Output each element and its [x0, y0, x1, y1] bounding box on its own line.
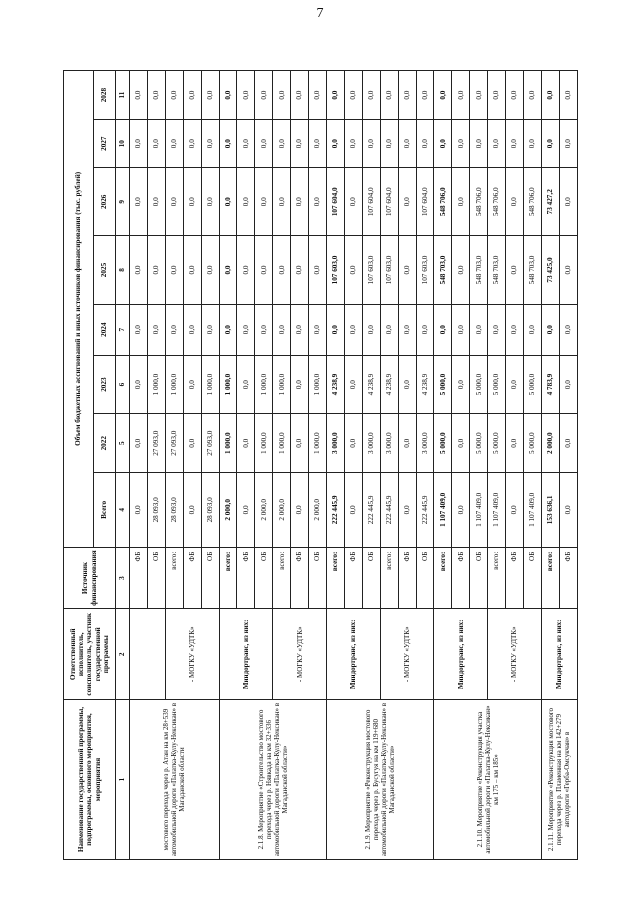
amount-cell: 3 000,0	[326, 414, 344, 473]
amount-cell: 1 000,0	[201, 355, 219, 414]
column-index: 1	[116, 700, 130, 860]
source-cell: ФБ	[344, 547, 362, 609]
amount-cell: 0,0	[434, 304, 452, 355]
amount-cell: 0,0	[488, 120, 506, 168]
amount-cell: 548 706,0	[523, 168, 541, 236]
amount-cell: 0,0	[506, 414, 524, 473]
source-cell: ФБ	[452, 547, 470, 609]
responsible-cell: - МОГКУ «УДТК»	[380, 609, 434, 700]
amount-cell: 0,0	[344, 120, 362, 168]
amount-cell: 5 000,0	[434, 355, 452, 414]
amount-cell: 0,0	[165, 71, 183, 120]
source-cell: ФБ	[130, 547, 148, 609]
amount-cell: 222 445,9	[416, 473, 434, 548]
amount-cell: 107 604,0	[362, 168, 380, 236]
amount-cell: 0,0	[255, 236, 273, 304]
amount-cell: 0,0	[291, 236, 309, 304]
amount-cell: 0,0	[183, 168, 201, 236]
amount-cell: 0,0	[344, 304, 362, 355]
amount-cell: 0,0	[130, 120, 148, 168]
amount-cell: 107 603,0	[380, 236, 398, 304]
amount-cell: 0,0	[309, 236, 327, 304]
amount-cell: 0,0	[130, 71, 148, 120]
amount-cell: 0,0	[291, 120, 309, 168]
amount-cell: 0,0	[380, 120, 398, 168]
header-year: Всего	[94, 473, 116, 548]
table-row	[541, 71, 559, 860]
amount-cell: 548 703,0	[470, 236, 488, 304]
amount-cell: 0,0	[201, 71, 219, 120]
header-year: 2023	[94, 355, 116, 414]
amount-cell: 0,0	[506, 473, 524, 548]
amount-cell: 0,0	[291, 304, 309, 355]
amount-cell: 0,0	[559, 168, 577, 236]
amount-cell: 0,0	[183, 71, 201, 120]
amount-cell: 0,0	[147, 304, 165, 355]
measure-name-cell: 2.1.8. Мероприятие «Строительство мостового перехода через р. Нявкада на км 32+336 автомобильной дороги «Палатка-Кулу-Нексикан» в Магаданской области»	[219, 700, 326, 860]
amount-cell: 2 000,0	[273, 473, 291, 548]
amount-cell: 2 000,0	[541, 414, 559, 473]
amount-cell: 548 703,0	[523, 236, 541, 304]
source-cell: всего:	[380, 547, 398, 609]
amount-cell: 0,0	[291, 168, 309, 236]
amount-cell: 0,0	[255, 168, 273, 236]
measure-name-cell: 2.1.10. Мероприятие «Реконструкция участка автомобильной дороги «Палатка-Кулу-Нексикан» км 175 – км 185»	[434, 700, 541, 860]
amount-cell: 548 706,0	[488, 168, 506, 236]
responsible-cell: Миндортранс, из них:	[219, 609, 273, 700]
amount-cell: 0,0	[452, 236, 470, 304]
amount-cell: 0,0	[398, 355, 416, 414]
responsible-cell: - МОГКУ «УДТК»	[165, 609, 219, 700]
amount-cell: 0,0	[219, 168, 237, 236]
table-row	[130, 71, 148, 860]
table-row	[326, 71, 344, 860]
amount-cell: 1 000,0	[219, 414, 237, 473]
amount-cell: 107 604,0	[326, 168, 344, 236]
column-index: 6	[116, 355, 130, 414]
amount-cell: 0,0	[237, 71, 255, 120]
amount-cell: 0,0	[344, 414, 362, 473]
amount-cell: 0,0	[130, 304, 148, 355]
table-row	[219, 71, 237, 860]
amount-cell: 0,0	[452, 120, 470, 168]
amount-cell: 0,0	[237, 414, 255, 473]
amount-cell: 0,0	[506, 168, 524, 236]
amount-cell: 1 107 409,0	[470, 473, 488, 548]
amount-cell: 3 000,0	[362, 414, 380, 473]
source-cell: ФБ	[291, 547, 309, 609]
amount-cell: 5 000,0	[488, 414, 506, 473]
amount-cell: 0,0	[541, 71, 559, 120]
amount-cell: 0,0	[344, 236, 362, 304]
page-number: 7	[316, 6, 324, 21]
header-responsible: Ответственный исполнитель, соисполнитель, участник государственной программы	[64, 609, 116, 700]
amount-cell: 4 238,9	[380, 355, 398, 414]
amount-cell: 548 706,0	[434, 168, 452, 236]
amount-cell: 0,0	[398, 168, 416, 236]
amount-cell: 0,0	[291, 71, 309, 120]
measure-name-cell: 2.1.11. Мероприятие «Реконструкция мостового перехода через р. Пламенная на км 142+279 автодороги «Герба-Омсукчан» в	[541, 700, 577, 860]
amount-cell: 0,0	[506, 355, 524, 414]
amount-cell: 0,0	[201, 236, 219, 304]
amount-cell: 0,0	[452, 414, 470, 473]
header-source: Источник финансирования	[64, 547, 116, 609]
amount-cell: 222 445,9	[380, 473, 398, 548]
amount-cell: 548 706,0	[470, 168, 488, 236]
header-year: 2026	[94, 168, 116, 236]
amount-cell: 0,0	[559, 71, 577, 120]
column-index: 2	[116, 609, 130, 700]
amount-cell: 0,0	[398, 304, 416, 355]
amount-cell: 5 000,0	[488, 355, 506, 414]
amount-cell: 0,0	[380, 71, 398, 120]
amount-cell: 153 636,1	[541, 473, 559, 548]
amount-cell: 0,0	[452, 304, 470, 355]
amount-cell: 0,0	[183, 473, 201, 548]
amount-cell: 0,0	[398, 473, 416, 548]
amount-cell: 0,0	[488, 71, 506, 120]
amount-cell: 0,0	[165, 236, 183, 304]
financing-table	[63, 70, 578, 860]
amount-cell: 107 603,0	[326, 236, 344, 304]
amount-cell: 0,0	[183, 236, 201, 304]
table-body	[130, 71, 578, 860]
amount-cell: 1 000,0	[219, 355, 237, 414]
amount-cell: 0,0	[398, 71, 416, 120]
header-name: Наименование государственной программы, подпрограммы, основного мероприятия, мероприятия	[64, 700, 116, 860]
amount-cell: 1 000,0	[165, 355, 183, 414]
amount-cell: 28 093,0	[201, 473, 219, 548]
amount-cell: 0,0	[165, 120, 183, 168]
amount-cell: 0,0	[219, 120, 237, 168]
header-volume: Объем бюджетных ассигнований и иных источников финансирования (тыс. рублей)	[64, 71, 94, 548]
header-year: 2025	[94, 236, 116, 304]
amount-cell: 0,0	[523, 120, 541, 168]
amount-cell: 73 427,2	[541, 168, 559, 236]
amount-cell: 0,0	[130, 414, 148, 473]
responsible-cell: - МОГКУ «УДТК»	[273, 609, 327, 700]
source-cell: всего:	[219, 547, 237, 609]
amount-cell: 0,0	[362, 71, 380, 120]
amount-cell: 4 238,9	[326, 355, 344, 414]
amount-cell: 0,0	[273, 236, 291, 304]
amount-cell: 107 603,0	[416, 236, 434, 304]
source-cell: всего:	[326, 547, 344, 609]
amount-cell: 548 703,0	[488, 236, 506, 304]
amount-cell: 5 000,0	[523, 355, 541, 414]
financing-table-sheet	[63, 70, 578, 860]
amount-cell: 0,0	[165, 168, 183, 236]
amount-cell: 548 703,0	[434, 236, 452, 304]
amount-cell: 0,0	[326, 304, 344, 355]
amount-cell: 222 445,9	[326, 473, 344, 548]
source-cell: ОБ	[309, 547, 327, 609]
amount-cell: 0,0	[237, 168, 255, 236]
amount-cell: 0,0	[523, 71, 541, 120]
amount-cell: 0,0	[255, 71, 273, 120]
amount-cell: 3 000,0	[416, 414, 434, 473]
column-index: 7	[116, 304, 130, 355]
column-index: 4	[116, 473, 130, 548]
amount-cell: 1 107 409,0	[523, 473, 541, 548]
amount-cell: 2 000,0	[309, 473, 327, 548]
amount-cell: 0,0	[130, 355, 148, 414]
amount-cell: 0,0	[559, 473, 577, 548]
amount-cell: 27 093,0	[165, 414, 183, 473]
amount-cell: 107 604,0	[416, 168, 434, 236]
amount-cell: 0,0	[541, 120, 559, 168]
amount-cell: 27 093,0	[201, 414, 219, 473]
source-cell: ФБ	[559, 547, 577, 609]
amount-cell: 0,0	[398, 236, 416, 304]
amount-cell: 0,0	[147, 120, 165, 168]
source-cell: всего:	[541, 547, 559, 609]
amount-cell: 0,0	[452, 71, 470, 120]
responsible-cell: Миндортранс, из них:	[541, 609, 577, 700]
amount-cell: 0,0	[147, 168, 165, 236]
source-cell: ОБ	[362, 547, 380, 609]
amount-cell: 0,0	[237, 120, 255, 168]
amount-cell: 0,0	[326, 120, 344, 168]
column-index: 11	[116, 71, 130, 120]
amount-cell: 0,0	[488, 304, 506, 355]
amount-cell: 0,0	[309, 120, 327, 168]
amount-cell: 0,0	[506, 120, 524, 168]
amount-cell: 0,0	[326, 71, 344, 120]
amount-cell: 5 000,0	[523, 414, 541, 473]
amount-cell: 0,0	[559, 414, 577, 473]
responsible-cell	[130, 609, 166, 700]
header-year: 2028	[94, 71, 116, 120]
amount-cell: 0,0	[273, 304, 291, 355]
amount-cell: 0,0	[201, 304, 219, 355]
amount-cell: 2 000,0	[219, 473, 237, 548]
amount-cell: 0,0	[183, 120, 201, 168]
amount-cell: 0,0	[541, 304, 559, 355]
amount-cell: 0,0	[398, 120, 416, 168]
amount-cell: 0,0	[452, 473, 470, 548]
amount-cell: 0,0	[559, 355, 577, 414]
amount-cell: 0,0	[183, 355, 201, 414]
amount-cell: 0,0	[147, 71, 165, 120]
responsible-cell: - МОГКУ «УДТК»	[488, 609, 542, 700]
amount-cell: 222 445,9	[362, 473, 380, 548]
amount-cell: 0,0	[237, 473, 255, 548]
amount-cell: 0,0	[470, 120, 488, 168]
amount-cell: 27 093,0	[147, 414, 165, 473]
amount-cell: 4 238,9	[416, 355, 434, 414]
amount-cell: 0,0	[344, 71, 362, 120]
amount-cell: 0,0	[344, 168, 362, 236]
responsible-cell: Миндортранс, из них:	[326, 609, 380, 700]
source-cell: всего:	[434, 547, 452, 609]
source-cell: ФБ	[183, 547, 201, 609]
amount-cell: 1 000,0	[309, 414, 327, 473]
amount-cell: 0,0	[130, 473, 148, 548]
amount-cell: 0,0	[291, 473, 309, 548]
amount-cell: 0,0	[165, 304, 183, 355]
amount-cell: 0,0	[273, 120, 291, 168]
amount-cell: 0,0	[273, 168, 291, 236]
header-year: 2022	[94, 414, 116, 473]
amount-cell: 28 093,0	[147, 473, 165, 548]
column-index: 9	[116, 168, 130, 236]
amount-cell: 28 093,0	[165, 473, 183, 548]
amount-cell: 0,0	[219, 304, 237, 355]
amount-cell: 107 603,0	[362, 236, 380, 304]
amount-cell: 0,0	[416, 120, 434, 168]
amount-cell: 0,0	[291, 414, 309, 473]
amount-cell: 0,0	[452, 168, 470, 236]
amount-cell: 0,0	[219, 71, 237, 120]
amount-cell: 1 000,0	[255, 414, 273, 473]
amount-cell: 1 107 409,0	[434, 473, 452, 548]
amount-cell: 0,0	[362, 120, 380, 168]
amount-cell: 0,0	[309, 304, 327, 355]
amount-cell: 0,0	[309, 168, 327, 236]
column-index: 8	[116, 236, 130, 304]
amount-cell: 0,0	[147, 236, 165, 304]
source-cell: ОБ	[201, 547, 219, 609]
source-cell: ОБ	[255, 547, 273, 609]
measure-name-cell: 2.1.9. Мероприятие «Реконструкция мостового перехода через р. Бусугуя на км 119+680 автомобильной дороги «Палатка-Кулу-Нексикан» в Магаданской области»	[326, 700, 433, 860]
amount-cell: 0,0	[344, 355, 362, 414]
source-cell: ФБ	[506, 547, 524, 609]
source-cell: всего:	[488, 547, 506, 609]
amount-cell: 0,0	[470, 71, 488, 120]
amount-cell: 0,0	[362, 304, 380, 355]
amount-cell: 0,0	[380, 304, 398, 355]
amount-cell: 0,0	[434, 71, 452, 120]
amount-cell: 0,0	[130, 236, 148, 304]
amount-cell: 0,0	[434, 120, 452, 168]
amount-cell: 0,0	[344, 473, 362, 548]
amount-cell: 0,0	[201, 168, 219, 236]
amount-cell: 1 000,0	[273, 414, 291, 473]
header-year: 2024	[94, 304, 116, 355]
amount-cell: 0,0	[219, 236, 237, 304]
amount-cell: 2 000,0	[255, 473, 273, 548]
amount-cell: 0,0	[130, 168, 148, 236]
column-index-row	[116, 71, 130, 860]
amount-cell: 0,0	[255, 120, 273, 168]
amount-cell: 5 000,0	[470, 355, 488, 414]
amount-cell: 0,0	[452, 355, 470, 414]
column-index: 10	[116, 120, 130, 168]
amount-cell: 1 000,0	[147, 355, 165, 414]
amount-cell: 0,0	[416, 71, 434, 120]
responsible-cell: Миндортранс, из них:	[434, 609, 488, 700]
amount-cell: 5 000,0	[434, 414, 452, 473]
amount-cell: 0,0	[255, 304, 273, 355]
amount-cell: 0,0	[237, 304, 255, 355]
amount-cell: 0,0	[559, 120, 577, 168]
amount-cell: 73 425,0	[541, 236, 559, 304]
amount-cell: 0,0	[237, 355, 255, 414]
amount-cell: 0,0	[201, 120, 219, 168]
amount-cell: 0,0	[416, 304, 434, 355]
amount-cell: 0,0	[506, 304, 524, 355]
amount-cell: 1 000,0	[309, 355, 327, 414]
source-cell: всего:	[273, 547, 291, 609]
amount-cell: 1 000,0	[255, 355, 273, 414]
measure-name-cell: мостового перехода через р. Атан на км 28+539 автомобильной дороги «Палатка-Кулу-Нексикан» в Магаданской области	[130, 700, 220, 860]
amount-cell: 0,0	[470, 304, 488, 355]
source-cell: ФБ	[237, 547, 255, 609]
source-cell: ОБ	[416, 547, 434, 609]
source-cell: ОБ	[523, 547, 541, 609]
amount-cell: 1 107 409,0	[488, 473, 506, 548]
table-row	[434, 71, 452, 860]
column-index: 5	[116, 414, 130, 473]
header-year: 2027	[94, 120, 116, 168]
amount-cell: 0,0	[523, 304, 541, 355]
amount-cell: 4 238,9	[362, 355, 380, 414]
source-cell: ФБ	[398, 547, 416, 609]
amount-cell: 0,0	[559, 236, 577, 304]
amount-cell: 0,0	[309, 71, 327, 120]
source-cell: ОБ	[147, 547, 165, 609]
amount-cell: 0,0	[291, 355, 309, 414]
source-cell: ОБ	[470, 547, 488, 609]
column-index: 3	[116, 547, 130, 609]
amount-cell: 107 604,0	[380, 168, 398, 236]
amount-cell: 0,0	[183, 304, 201, 355]
amount-cell: 3 000,0	[380, 414, 398, 473]
amount-cell: 0,0	[398, 414, 416, 473]
amount-cell: 0,0	[559, 304, 577, 355]
amount-cell: 0,0	[237, 236, 255, 304]
amount-cell: 0,0	[506, 71, 524, 120]
amount-cell: 0,0	[183, 414, 201, 473]
amount-cell: 5 000,0	[470, 414, 488, 473]
amount-cell: 1 000,0	[273, 355, 291, 414]
source-cell: всего:	[165, 547, 183, 609]
amount-cell: 0,0	[273, 71, 291, 120]
amount-cell: 0,0	[506, 236, 524, 304]
amount-cell: 4 783,9	[541, 355, 559, 414]
